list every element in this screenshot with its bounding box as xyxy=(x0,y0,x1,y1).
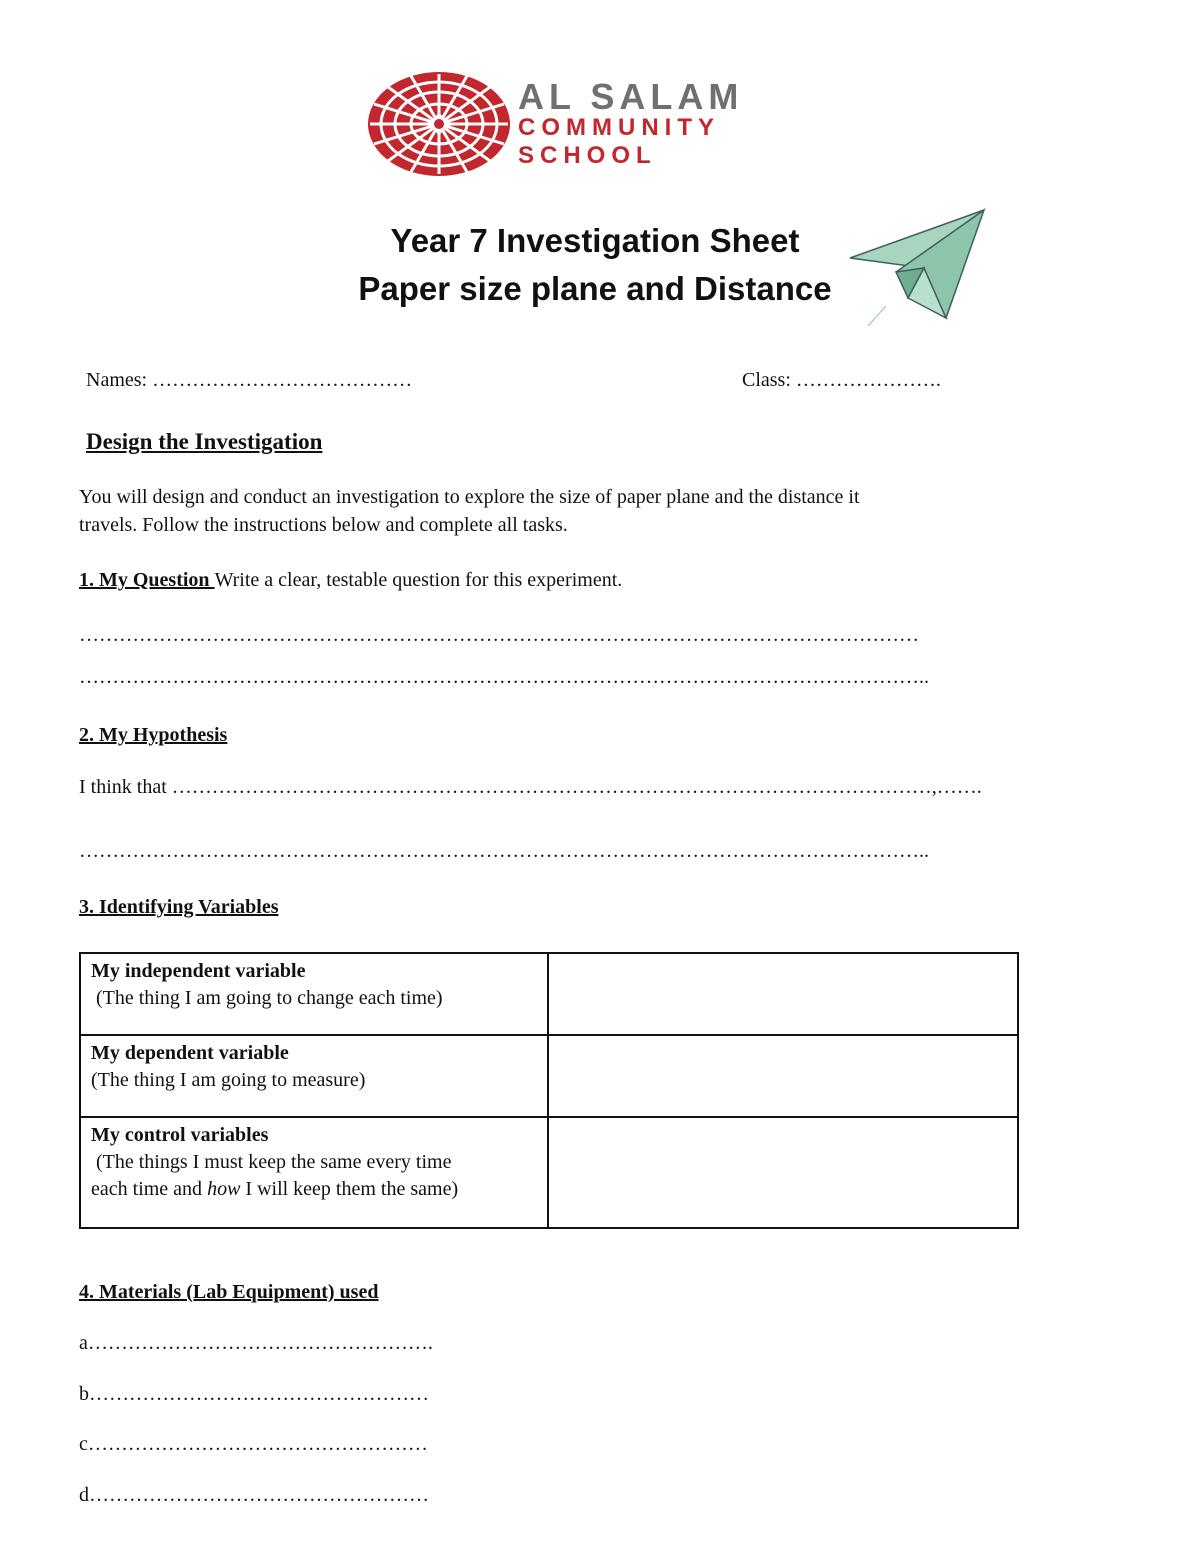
cell-heading: My independent variable xyxy=(91,960,306,982)
class-blank: …………………. xyxy=(795,369,941,391)
materials-item-c[interactable]: c…………………………………………… xyxy=(79,1433,428,1455)
materials-item-b[interactable]: b…………………………………………… xyxy=(79,1383,429,1405)
cell-description: (The things I must keep the same every time xyxy=(91,1151,452,1173)
names-field[interactable] xyxy=(86,369,412,392)
desc-part: I will keep them the same) xyxy=(240,1178,459,1200)
logo-line-3: SCHOOL xyxy=(518,142,657,169)
question-heading: 1. My Question xyxy=(79,569,215,591)
names-label: Names: xyxy=(86,369,148,391)
independent-variable-answer[interactable] xyxy=(548,953,1018,1035)
variables-table xyxy=(79,952,1019,1229)
hypothesis-blank-1: ……………………………………………………………………………………………………,……. xyxy=(171,776,982,798)
paper-plane-icon xyxy=(846,206,990,330)
question-blank-1[interactable]: ……………………………………………………………………………………………………………… xyxy=(79,624,919,646)
desc-part: each time and xyxy=(91,1178,208,1200)
cell-heading: My control variables xyxy=(91,1124,269,1146)
page-title: Year 7 Investigation Sheet xyxy=(390,222,800,259)
hypothesis-heading: 2. My Hypothesis xyxy=(79,724,228,746)
independent-variable-label xyxy=(80,953,548,1035)
logo-line-1: AL SALAM xyxy=(518,76,744,117)
class-label: Class: xyxy=(742,369,791,391)
design-heading: Design the Investigation xyxy=(86,429,323,454)
hypothesis-prefix: I think that xyxy=(79,776,172,798)
materials-item-d[interactable]: d…………………………………………… xyxy=(79,1484,429,1506)
table-row xyxy=(80,953,1018,1035)
dependent-variable-answer[interactable] xyxy=(548,1035,1018,1117)
cell-description-2 xyxy=(91,1176,537,1203)
rosette-emblem xyxy=(366,70,512,178)
class-field[interactable] xyxy=(742,369,941,392)
question-blank-2[interactable]: ……………………………………………………………………………………………………………….. xyxy=(79,666,929,688)
cell-description: (The thing I am going to measure) xyxy=(91,1069,366,1091)
table-row xyxy=(80,1117,1018,1228)
desc-emphasis: how xyxy=(207,1178,241,1200)
materials-item-a[interactable]: a……………………………………………. xyxy=(79,1332,433,1354)
control-variables-label xyxy=(80,1117,548,1228)
intro-line-1: You will design and conduct an investigation to explore the size of paper plane and the distance it xyxy=(79,486,860,508)
question-line xyxy=(79,569,622,592)
variables-heading: 3. Identifying Variables xyxy=(79,896,279,918)
dependent-variable-label xyxy=(80,1035,548,1117)
names-blank: ………………………………… xyxy=(152,369,413,391)
intro-line-2: travels. Follow the instructions below and complete all tasks. xyxy=(79,514,568,536)
hypothesis-line-1[interactable] xyxy=(79,776,982,799)
table-row xyxy=(80,1035,1018,1117)
page-subtitle: Paper size plane and Distance xyxy=(358,270,832,307)
school-logo xyxy=(366,70,774,178)
cell-description: (The thing I am going to change each time) xyxy=(91,987,443,1009)
logo-line-2: COMMUNITY xyxy=(518,114,720,141)
cell-heading: My dependent variable xyxy=(91,1042,289,1064)
materials-heading: 4. Materials (Lab Equipment) used xyxy=(79,1281,379,1303)
control-variables-answer[interactable] xyxy=(548,1117,1018,1228)
hypothesis-blank-2[interactable]: ……………………………………………………………………………………………………………….. xyxy=(79,840,929,862)
question-instruction: Write a clear, testable question for this experiment. xyxy=(214,569,623,591)
